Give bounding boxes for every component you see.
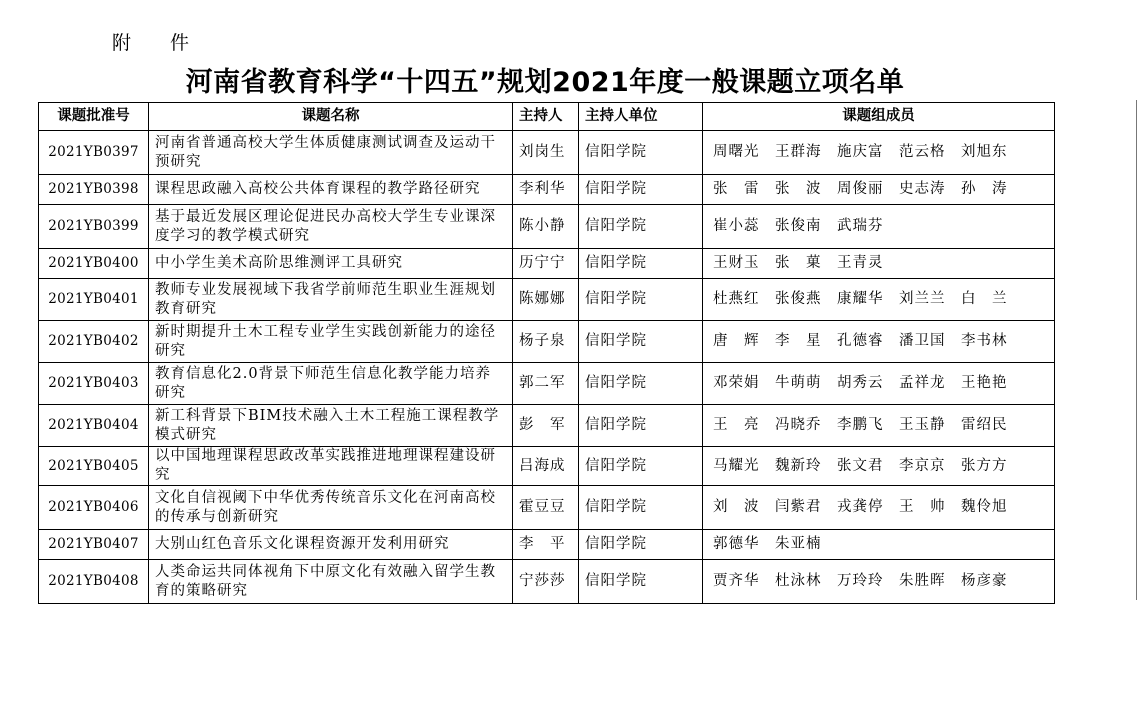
host-cell: 杨子泉	[513, 321, 579, 363]
host-unit-cell: 信阳学院	[579, 249, 703, 279]
host-unit-cell: 信阳学院	[579, 405, 703, 447]
approval-number-cell: 2021YB0405	[39, 447, 149, 486]
members-cell: 刘 波 闫紫君 戎龚停 王 帅 魏伶旭	[703, 486, 1055, 530]
table-row	[39, 447, 1055, 486]
host-cell: 霍豆豆	[513, 486, 579, 530]
document-title: 河南省教育科学“十四五”规划2021年度一般课题立项名单	[185, 67, 905, 98]
members-cell: 郭德华 朱亚楠	[703, 530, 1055, 560]
host-cell: 李 平	[513, 530, 579, 560]
approval-number-cell: 2021YB0400	[39, 249, 149, 279]
approval-number-cell: 2021YB0407	[39, 530, 149, 560]
table-row	[39, 405, 1055, 447]
members-cell: 唐 辉 李 星 孔德睿 潘卫国 李书林	[703, 321, 1055, 363]
page-edge-line	[1136, 100, 1137, 600]
host-cell: 彭 军	[513, 405, 579, 447]
members-cell: 王财玉 张 菓 王青灵	[703, 249, 1055, 279]
project-title-cell: 教师专业发展视域下我省学前师范生职业生涯规划教育研究	[149, 279, 513, 321]
project-title-cell: 人类命运共同体视角下中原文化有效融入留学生教育的策略研究	[149, 560, 513, 604]
host-unit-cell: 信阳学院	[579, 321, 703, 363]
header-host-unit: 主持人单位	[579, 103, 703, 131]
host-unit-cell: 信阳学院	[579, 131, 703, 175]
project-title-cell: 中小学生美术高阶思维测评工具研究	[149, 249, 513, 279]
table-row	[39, 131, 1055, 175]
project-title-cell: 基于最近发展区理论促进民办高校大学生专业课深度学习的教学模式研究	[149, 205, 513, 249]
table-row	[39, 363, 1055, 405]
approval-number-cell: 2021YB0404	[39, 405, 149, 447]
approval-number-cell: 2021YB0397	[39, 131, 149, 175]
table-row	[39, 249, 1055, 279]
host-unit-cell: 信阳学院	[579, 530, 703, 560]
project-title-cell: 新时期提升土木工程专业学生实践创新能力的途径研究	[149, 321, 513, 363]
host-unit-cell: 信阳学院	[579, 279, 703, 321]
members-cell: 贾齐华 杜泳林 万玲玲 朱胜晖 杨彦豪	[703, 560, 1055, 604]
host-cell: 宁莎莎	[513, 560, 579, 604]
host-unit-cell: 信阳学院	[579, 447, 703, 486]
header-project-title: 课题名称	[149, 103, 513, 131]
table-row	[39, 530, 1055, 560]
host-unit-cell: 信阳学院	[579, 363, 703, 405]
approval-number-cell: 2021YB0401	[39, 279, 149, 321]
host-cell: 陈小静	[513, 205, 579, 249]
host-cell: 刘岗生	[513, 131, 579, 175]
members-cell: 周曙光 王群海 施庆富 范云格 刘旭东	[703, 131, 1055, 175]
members-cell: 杜燕红 张俊燕 康耀华 刘兰兰 白 兰	[703, 279, 1055, 321]
header-members: 课题组成员	[703, 103, 1055, 131]
table-row	[39, 175, 1055, 205]
members-cell: 马耀光 魏新玲 张文君 李京京 张方方	[703, 447, 1055, 486]
project-title-cell: 新工科背景下BIM技术融入土木工程施工课程教学模式研究	[149, 405, 513, 447]
project-title-cell: 以中国地理课程思政改革实践推进地理课程建设研究	[149, 447, 513, 486]
project-title-cell: 课程思政融入高校公共体育课程的教学路径研究	[149, 175, 513, 205]
approval-number-cell: 2021YB0408	[39, 560, 149, 604]
table-row	[39, 486, 1055, 530]
approval-number-cell: 2021YB0398	[39, 175, 149, 205]
project-table	[38, 102, 1055, 604]
approval-number-cell: 2021YB0403	[39, 363, 149, 405]
table-row	[39, 560, 1055, 604]
table-row	[39, 205, 1055, 249]
header-approval-number: 课题批准号	[39, 103, 149, 131]
approval-number-cell: 2021YB0399	[39, 205, 149, 249]
host-unit-cell: 信阳学院	[579, 486, 703, 530]
header-host: 主持人	[513, 103, 579, 131]
project-title-cell: 文化自信视阈下中华优秀传统音乐文化在河南高校的传承与创新研究	[149, 486, 513, 530]
project-title-cell: 教育信息化2.0背景下师范生信息化教学能力培养研究	[149, 363, 513, 405]
host-unit-cell: 信阳学院	[579, 205, 703, 249]
table-row	[39, 279, 1055, 321]
approval-number-cell: 2021YB0402	[39, 321, 149, 363]
host-cell: 历宁宁	[513, 249, 579, 279]
members-cell: 崔小蕊 张俊南 武瑞芬	[703, 205, 1055, 249]
host-unit-cell: 信阳学院	[579, 175, 703, 205]
approval-number-cell: 2021YB0406	[39, 486, 149, 530]
annex-label: 附 件	[112, 32, 200, 54]
host-unit-cell: 信阳学院	[579, 560, 703, 604]
host-cell: 李利华	[513, 175, 579, 205]
table-header-row	[39, 103, 1055, 131]
table-row	[39, 321, 1055, 363]
project-title-cell: 河南省普通高校大学生体质健康测试调查及运动干预研究	[149, 131, 513, 175]
members-cell: 张 雷 张 波 周俊丽 史志涛 孙 涛	[703, 175, 1055, 205]
members-cell: 王 亮 冯晓乔 李鹏飞 王玉静 雷绍民	[703, 405, 1055, 447]
host-cell: 吕海成	[513, 447, 579, 486]
host-cell: 郭二军	[513, 363, 579, 405]
host-cell: 陈娜娜	[513, 279, 579, 321]
table-body	[39, 131, 1055, 604]
project-title-cell: 大别山红色音乐文化课程资源开发利用研究	[149, 530, 513, 560]
members-cell: 邓荣娟 牛萌萌 胡秀云 孟祥龙 王艳艳	[703, 363, 1055, 405]
